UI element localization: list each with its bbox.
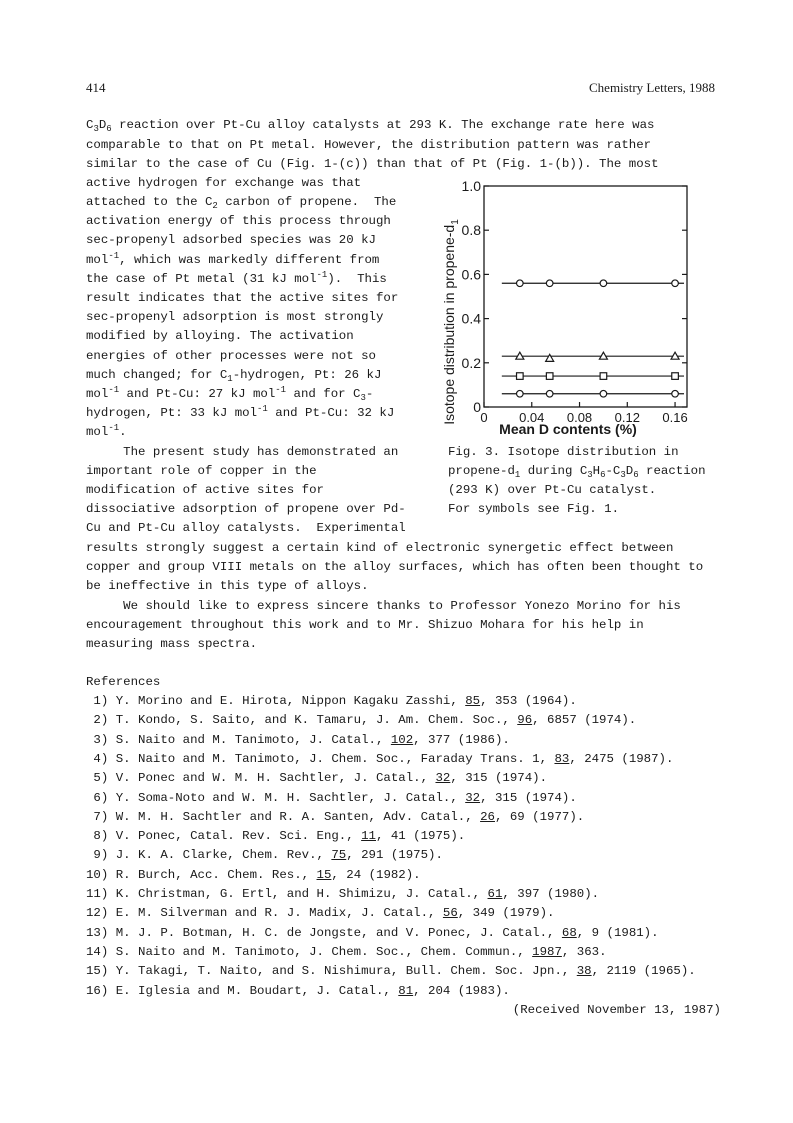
body-line: modified by alloying. The activation: [86, 329, 354, 343]
reference-item: 16) E. Iglesia and M. Boudart, J. Catal., 81, 204 (1983).: [86, 983, 510, 998]
journal-header: Chemistry Letters, 1988: [589, 80, 716, 95]
figure-caption: propene-$d_1$ during $C_3H_6-C_3D_6$ reaction: [448, 464, 706, 480]
data-point-circle: [600, 280, 607, 287]
reference-item: 3) S. Naito and M. Tanimoto, J. Catal., 102, 377 (1986).: [86, 732, 510, 747]
body-line: sec-propenyl adsorption is most strongly: [86, 310, 384, 324]
references-heading: References: [86, 675, 161, 689]
reference-item: 14) S. Naito and M. Tanimoto, J. Chem. Soc., Chem. Commun., 1987, 363.: [86, 944, 607, 959]
body-line: much changed; for $C_1$-hydrogen, Pt: 26 kJ: [86, 368, 382, 384]
body-line: $C_3D_6$ reaction over Pt-Cu alloy catalysts at 293 K. The exchange rate here was: [86, 118, 655, 134]
x-tick-label: 0.16: [662, 410, 688, 425]
data-point-circle: [517, 280, 524, 287]
y-tick-label: 1.0: [461, 178, 481, 194]
data-point-triangle: [546, 354, 554, 361]
plot-frame: [484, 186, 687, 407]
reference-item: 4) S. Naito and M. Tanimoto, J. Chem. Soc., Faraday Trans. 1, 83, 2475 (1987).: [86, 751, 674, 766]
body-line: mol$^{-1}$, which was markedly different from: [86, 251, 380, 267]
x-tick-label: 0: [480, 410, 488, 425]
y-tick-label: 0.8: [461, 222, 481, 239]
reference-item: 12) E. M. Silverman and R. J. Madix, J. Catal., 56, 349 (1979).: [86, 906, 555, 921]
body-line: We should like to express sincere thanks to Professor Yonezo Morino for his: [86, 599, 681, 613]
body-line: attached to the $C_2$ carbon of propene. The: [86, 195, 397, 211]
body-line: mol$^{-1}$.: [86, 423, 127, 439]
figure-3: [440, 172, 740, 447]
body-line: similar to the case of Cu (Fig. 1-(c)) than that of Pt (Fig. 1-(b)). The most: [86, 157, 659, 171]
y-tick-label: 0: [473, 399, 481, 415]
x-tick-label: 0.04: [519, 410, 545, 425]
data-point-circle: [546, 280, 553, 287]
body-line: sec-propenyl adsorbed species was 20 kJ: [86, 233, 376, 247]
body-line: the case of Pt metal (31 kJ mol$^{-1}$). This: [86, 270, 387, 286]
body-line: Cu and Pt-Cu alloy catalysts. Experimental: [86, 521, 406, 535]
body-line: dissociative adsorption of propene over Pd-: [86, 502, 406, 516]
data-point-square: [517, 373, 524, 380]
body-line: active hydrogen for exchange was that: [86, 176, 362, 190]
data-point-circle: [546, 390, 553, 397]
reference-item: 15) Y. Takagi, T. Naito, and S. Nishimura, Bull. Chem. Soc. Jpn., 38, 2119 (1965).: [86, 964, 696, 979]
x-tick-label: 0.08: [566, 410, 593, 425]
body-line: modification of active sites for: [86, 483, 324, 497]
reference-item: 11) K. Christman, G. Ertl, and H. Shimizu, J. Catal., 61, 397 (1980).: [86, 887, 600, 901]
reference-item: 1) Y. Morino and E. Hirota, Nippon Kagaku Zasshi, 85, 353 (1964).: [86, 694, 577, 708]
data-point-square: [600, 373, 607, 380]
isotope-distribution-chart: [440, 172, 740, 442]
data-point-circle: [672, 390, 679, 397]
x-tick-label: 0.12: [614, 410, 640, 425]
reference-item: 8) V. Ponec, Catal. Rev. Sci. Eng., 11, 41 (1975).: [86, 829, 466, 844]
body-line: results strongly suggest a certain kind of electronic synergetic effect between: [86, 541, 674, 555]
reference-item: 2) T. Kondo, S. Saito, and K. Tamaru, J. Am. Chem. Soc., 96, 6857 (1974).: [86, 713, 637, 728]
y-tick-label: 0.6: [461, 266, 481, 283]
body-line: comparable to that on Pt metal. However, the distribution pattern was rather: [86, 138, 652, 152]
y-axis-label: Isotope distribution in propene-$d_1$: [441, 219, 461, 425]
reference-item: 9) J. K. A. Clarke, Chem. Rev., 75, 291 (1975).: [86, 848, 443, 863]
reference-item: 7) W. M. H. Sachtler and R. A. Santen, Adv. Catal., 26, 69 (1977).: [86, 809, 585, 824]
body-line: result indicates that the active sites for: [86, 291, 399, 305]
data-point-circle: [600, 390, 607, 397]
reference-item: 10) R. Burch, Acc. Chem. Res., 15, 24 (1982).: [86, 867, 421, 882]
data-point-circle: [672, 280, 679, 287]
body-line: encouragement throughout this work and to Mr. Shizuo Mohara for his help in: [86, 618, 644, 632]
body-line: copper and group VIII metals on the alloy surfaces, which has often been thought to: [86, 560, 704, 574]
page-number: 414: [86, 80, 106, 95]
data-point-circle: [517, 390, 524, 397]
body-line: energies of other processes were not so: [86, 349, 376, 363]
body-line: activation energy of this process through: [86, 214, 391, 228]
figure-caption: Fig. 3. Isotope distribution in: [448, 445, 679, 459]
x-axis-label: Mean D contents (%): [499, 421, 637, 437]
body-line: The present study has demonstrated an: [86, 445, 399, 459]
body-line: be ineffective in this type of alloys.: [86, 579, 369, 593]
figure-caption: (293 K) over Pt-Cu catalyst.: [448, 483, 657, 497]
y-tick-label: 0.2: [461, 354, 481, 371]
reference-item: 13) M. J. P. Botman, H. C. de Jongste, and V. Ponec, J. Catal., 68, 9 (1981).: [86, 925, 659, 940]
reference-item: 5) V. Ponec and W. M. H. Sachtler, J. Catal., 32, 315 (1974).: [86, 771, 548, 786]
data-point-square: [546, 373, 553, 380]
body-line: hydrogen, Pt: 33 kJ mol$^{-1}$ and Pt-Cu: 32 kJ: [86, 404, 395, 420]
data-point-square: [672, 373, 679, 380]
figure-caption: For symbols see Fig. 1.: [448, 502, 620, 516]
body-line: mol$^{-1}$ and Pt-Cu: 27 kJ mol$^{-1}$ and for $C_3-$: [86, 385, 374, 403]
reference-item: 6) Y. Soma-Noto and W. M. H. Sachtler, J. Catal., 32, 315 (1974).: [86, 790, 577, 805]
body-line: important role of copper in the: [86, 464, 317, 478]
received-date: (Received November 13, 1987): [512, 1003, 721, 1017]
y-tick-label: 0.4: [461, 310, 481, 327]
body-line: measuring mass spectra.: [86, 637, 258, 651]
